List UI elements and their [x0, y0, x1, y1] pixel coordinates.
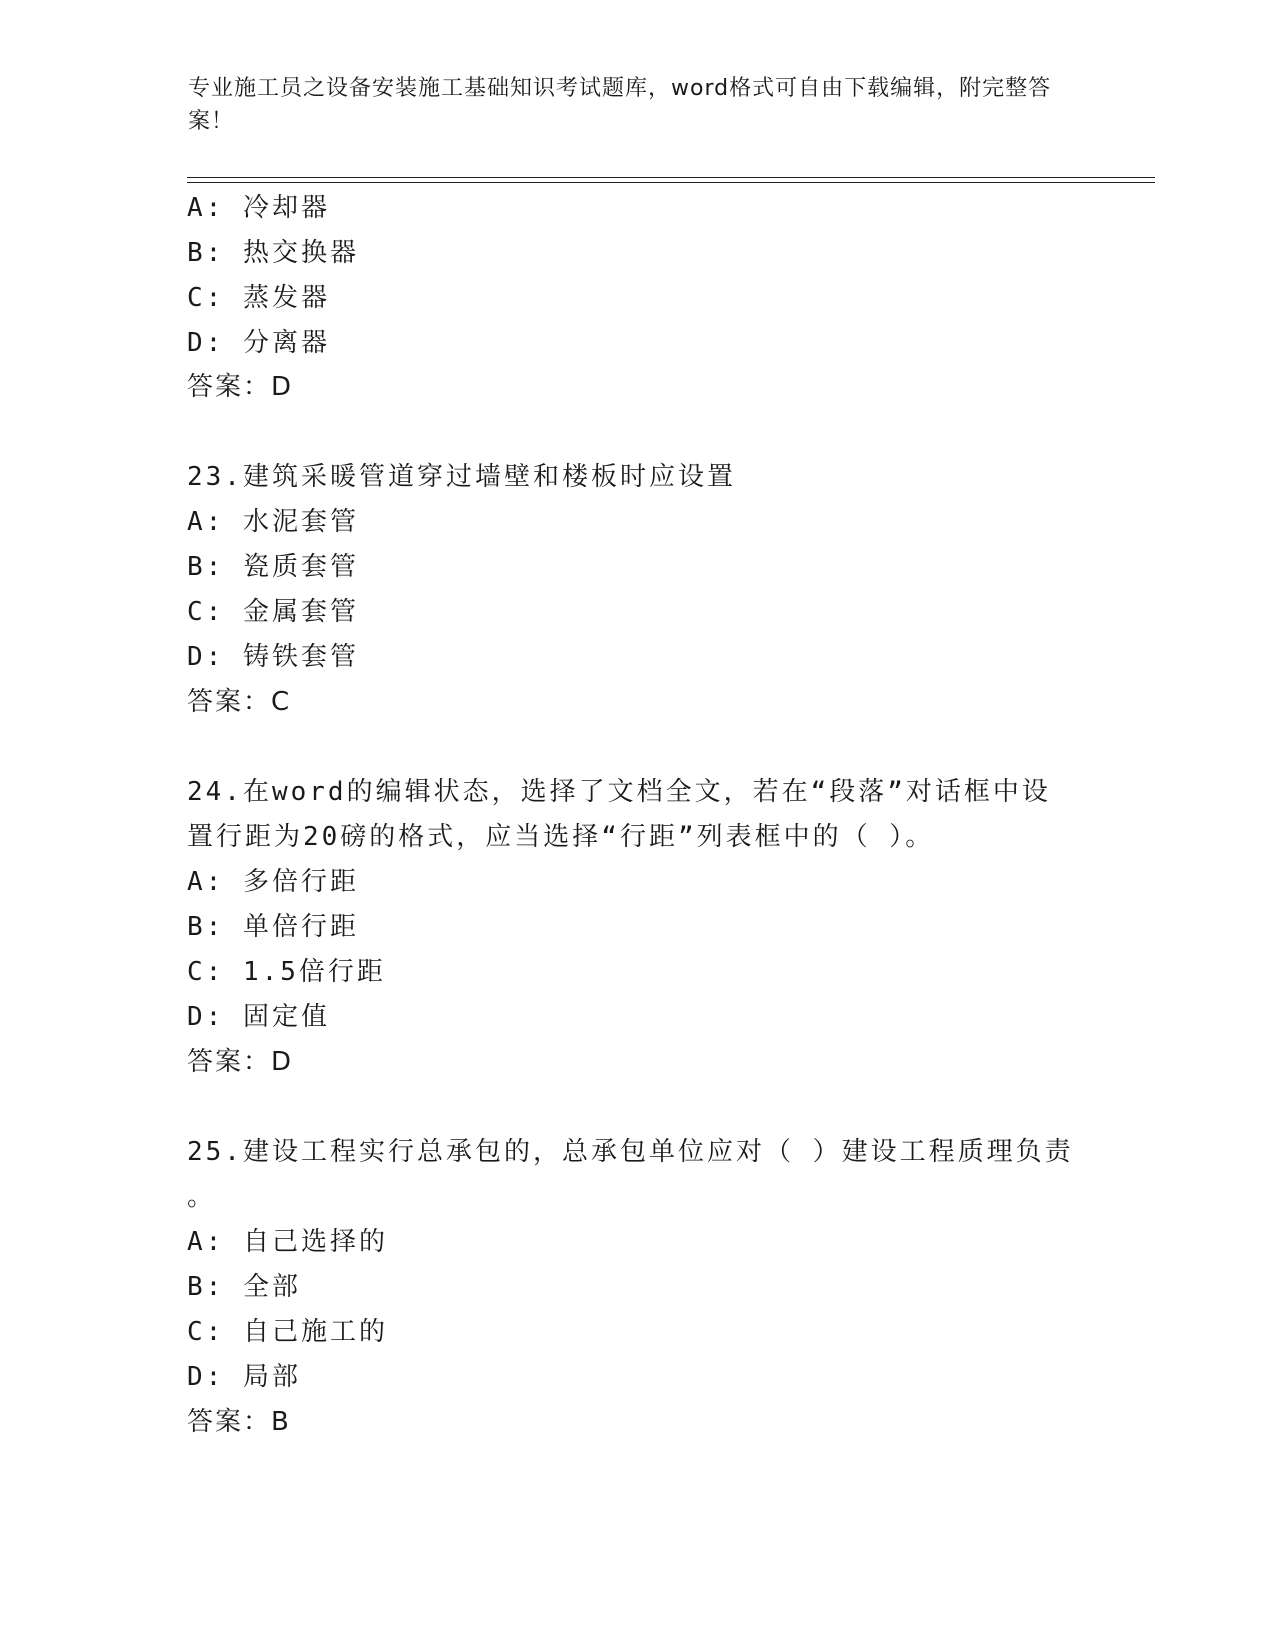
q25-option-b: B: 全部 [187, 1272, 301, 1302]
q22-option-c: C: 蒸发器 [187, 283, 330, 313]
q22-option-d: D: 分离器 [187, 328, 330, 358]
q23-option-d: D: 铸铁套管 [187, 642, 359, 672]
q25-option-d: D: 局部 [187, 1362, 301, 1392]
q24-stem-line1: 24.在word的编辑状态，选择了文档全文，若在“段落”对话框中设 [187, 777, 1051, 807]
header-divider-top [187, 177, 1155, 178]
q24-option-b: B: 单倍行距 [187, 912, 359, 942]
q25-option-c: C: 自己施工的 [187, 1317, 388, 1347]
q23-stem: 23.建筑采暖管道穿过墙壁和楼板时应设置 [187, 462, 736, 492]
q24-stem-line2: 置行距为20磅的格式，应当选择“行距”列表框中的（ ）。 [187, 822, 935, 852]
q22-answer: 答案：D [187, 372, 294, 402]
q25-stem-line2: 。 [187, 1182, 217, 1212]
q22-option-a: A: 冷却器 [187, 193, 330, 223]
q23-option-b: B: 瓷质套管 [187, 552, 359, 582]
document-header: 专业施工员之设备安装施工基础知识考试题库，word格式可自由下载编辑，附完整答案！ [188, 76, 1052, 134]
q25-option-a: A: 自己选择的 [187, 1227, 388, 1257]
q24-answer: 答案：D [187, 1047, 294, 1077]
q24-option-a: A: 多倍行距 [187, 867, 359, 897]
q25-answer: 答案：B [187, 1407, 291, 1437]
q25-stem-line1: 25.建设工程实行总承包的，总承包单位应对（ ）建设工程质理负责 [187, 1137, 1074, 1167]
q24-option-c: C: 1.5倍行距 [187, 957, 386, 987]
header-divider-bottom [187, 182, 1155, 183]
q23-answer: 答案：C [187, 687, 292, 717]
q23-option-a: A: 水泥套管 [187, 507, 359, 537]
q24-option-d: D: 固定值 [187, 1002, 330, 1032]
q22-option-b: B: 热交换器 [187, 238, 359, 268]
q23-option-c: C: 金属套管 [187, 597, 359, 627]
